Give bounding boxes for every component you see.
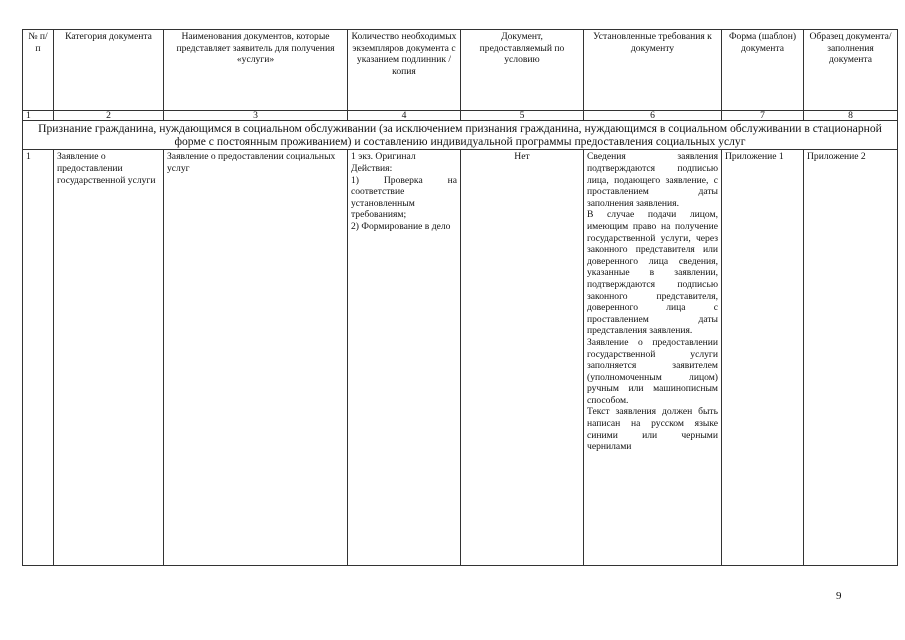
header-cell-document-names: Наименования документов, которые представляет заявитель для получения «услуги» [164, 30, 348, 111]
column-numbers-row [23, 111, 898, 121]
requirements-paragraph: Текст заявления должен быть написан на русском языке синими или черными чернилами [587, 406, 718, 453]
column-number: 3 [164, 111, 348, 121]
header-cell-sample: Образец документа/ заполнения документа [804, 30, 898, 111]
column-number: 1 [23, 111, 54, 121]
row-sample: Приложение 2 [804, 150, 898, 566]
column-number: 6 [584, 111, 722, 121]
column-number: 4 [348, 111, 461, 121]
row-quantity [348, 150, 461, 566]
row-number: 1 [23, 150, 54, 566]
requirements-paragraph: В случае подачи лицом, имеющим право на получение государственной услуги, через законного представителя или доверенного лица сведения, указанные в заявлении, подтверждаются подписью законного представителя, доверенного лица с проставлением даты представления заявления. [587, 209, 718, 337]
quantity-line: 2) Формирование в дело [351, 220, 451, 232]
header-row [23, 30, 898, 111]
documents-table [22, 29, 898, 566]
column-number: 2 [54, 111, 164, 121]
row-form-template: Приложение 1 [722, 150, 804, 566]
quantity-line: 1) Проверка на соответствие установленным требованиям; [351, 174, 457, 221]
section-row [23, 121, 898, 150]
column-number: 5 [461, 111, 584, 121]
header-cell-number: № п/п [23, 30, 54, 111]
row-document-name: Заявление о предоставлении социальных услуг [164, 150, 348, 566]
column-number: 8 [804, 111, 898, 121]
row-category: Заявление о предоставлении государственной услуги [54, 150, 164, 566]
row-conditional: Нет [461, 150, 584, 566]
header-cell-form: Форма (шаблон) документа [722, 30, 804, 111]
requirements-paragraph: Заявление о предоставлении государственной услуги заполняется заявителем (уполномоченным лицом) ручным или машинописным способом. [587, 336, 718, 406]
quantity-line: 1 экз. Оригинал [351, 151, 416, 163]
table-row [23, 150, 898, 566]
header-cell-requirements: Установленные требования к документу [584, 30, 722, 111]
row-requirements [584, 150, 722, 566]
page-number: 9 [836, 590, 842, 602]
header-cell-quantity: Количество необходимых экземпляров документа с указанием подлинник / копия [348, 30, 461, 111]
header-cell-category: Категория документа [54, 30, 164, 111]
header-cell-conditional: Документ, предоставляемый по условию [461, 30, 584, 111]
column-number: 7 [722, 111, 804, 121]
quantity-line: Действия: [351, 163, 393, 174]
section-title: Признание гражданина, нуждающимся в социальном обслуживании (за исключением признания гражданина, нуждающимся в социальном обслуживании в стационарной форме с постоянным проживанием) и составлению индивидуальной программы предоставления социальных услуг [23, 121, 898, 150]
requirements-paragraph: Сведения заявления подтверждаются подписью лица, подающего заявление, с проставлением даты заполнения заявления. [587, 151, 718, 209]
